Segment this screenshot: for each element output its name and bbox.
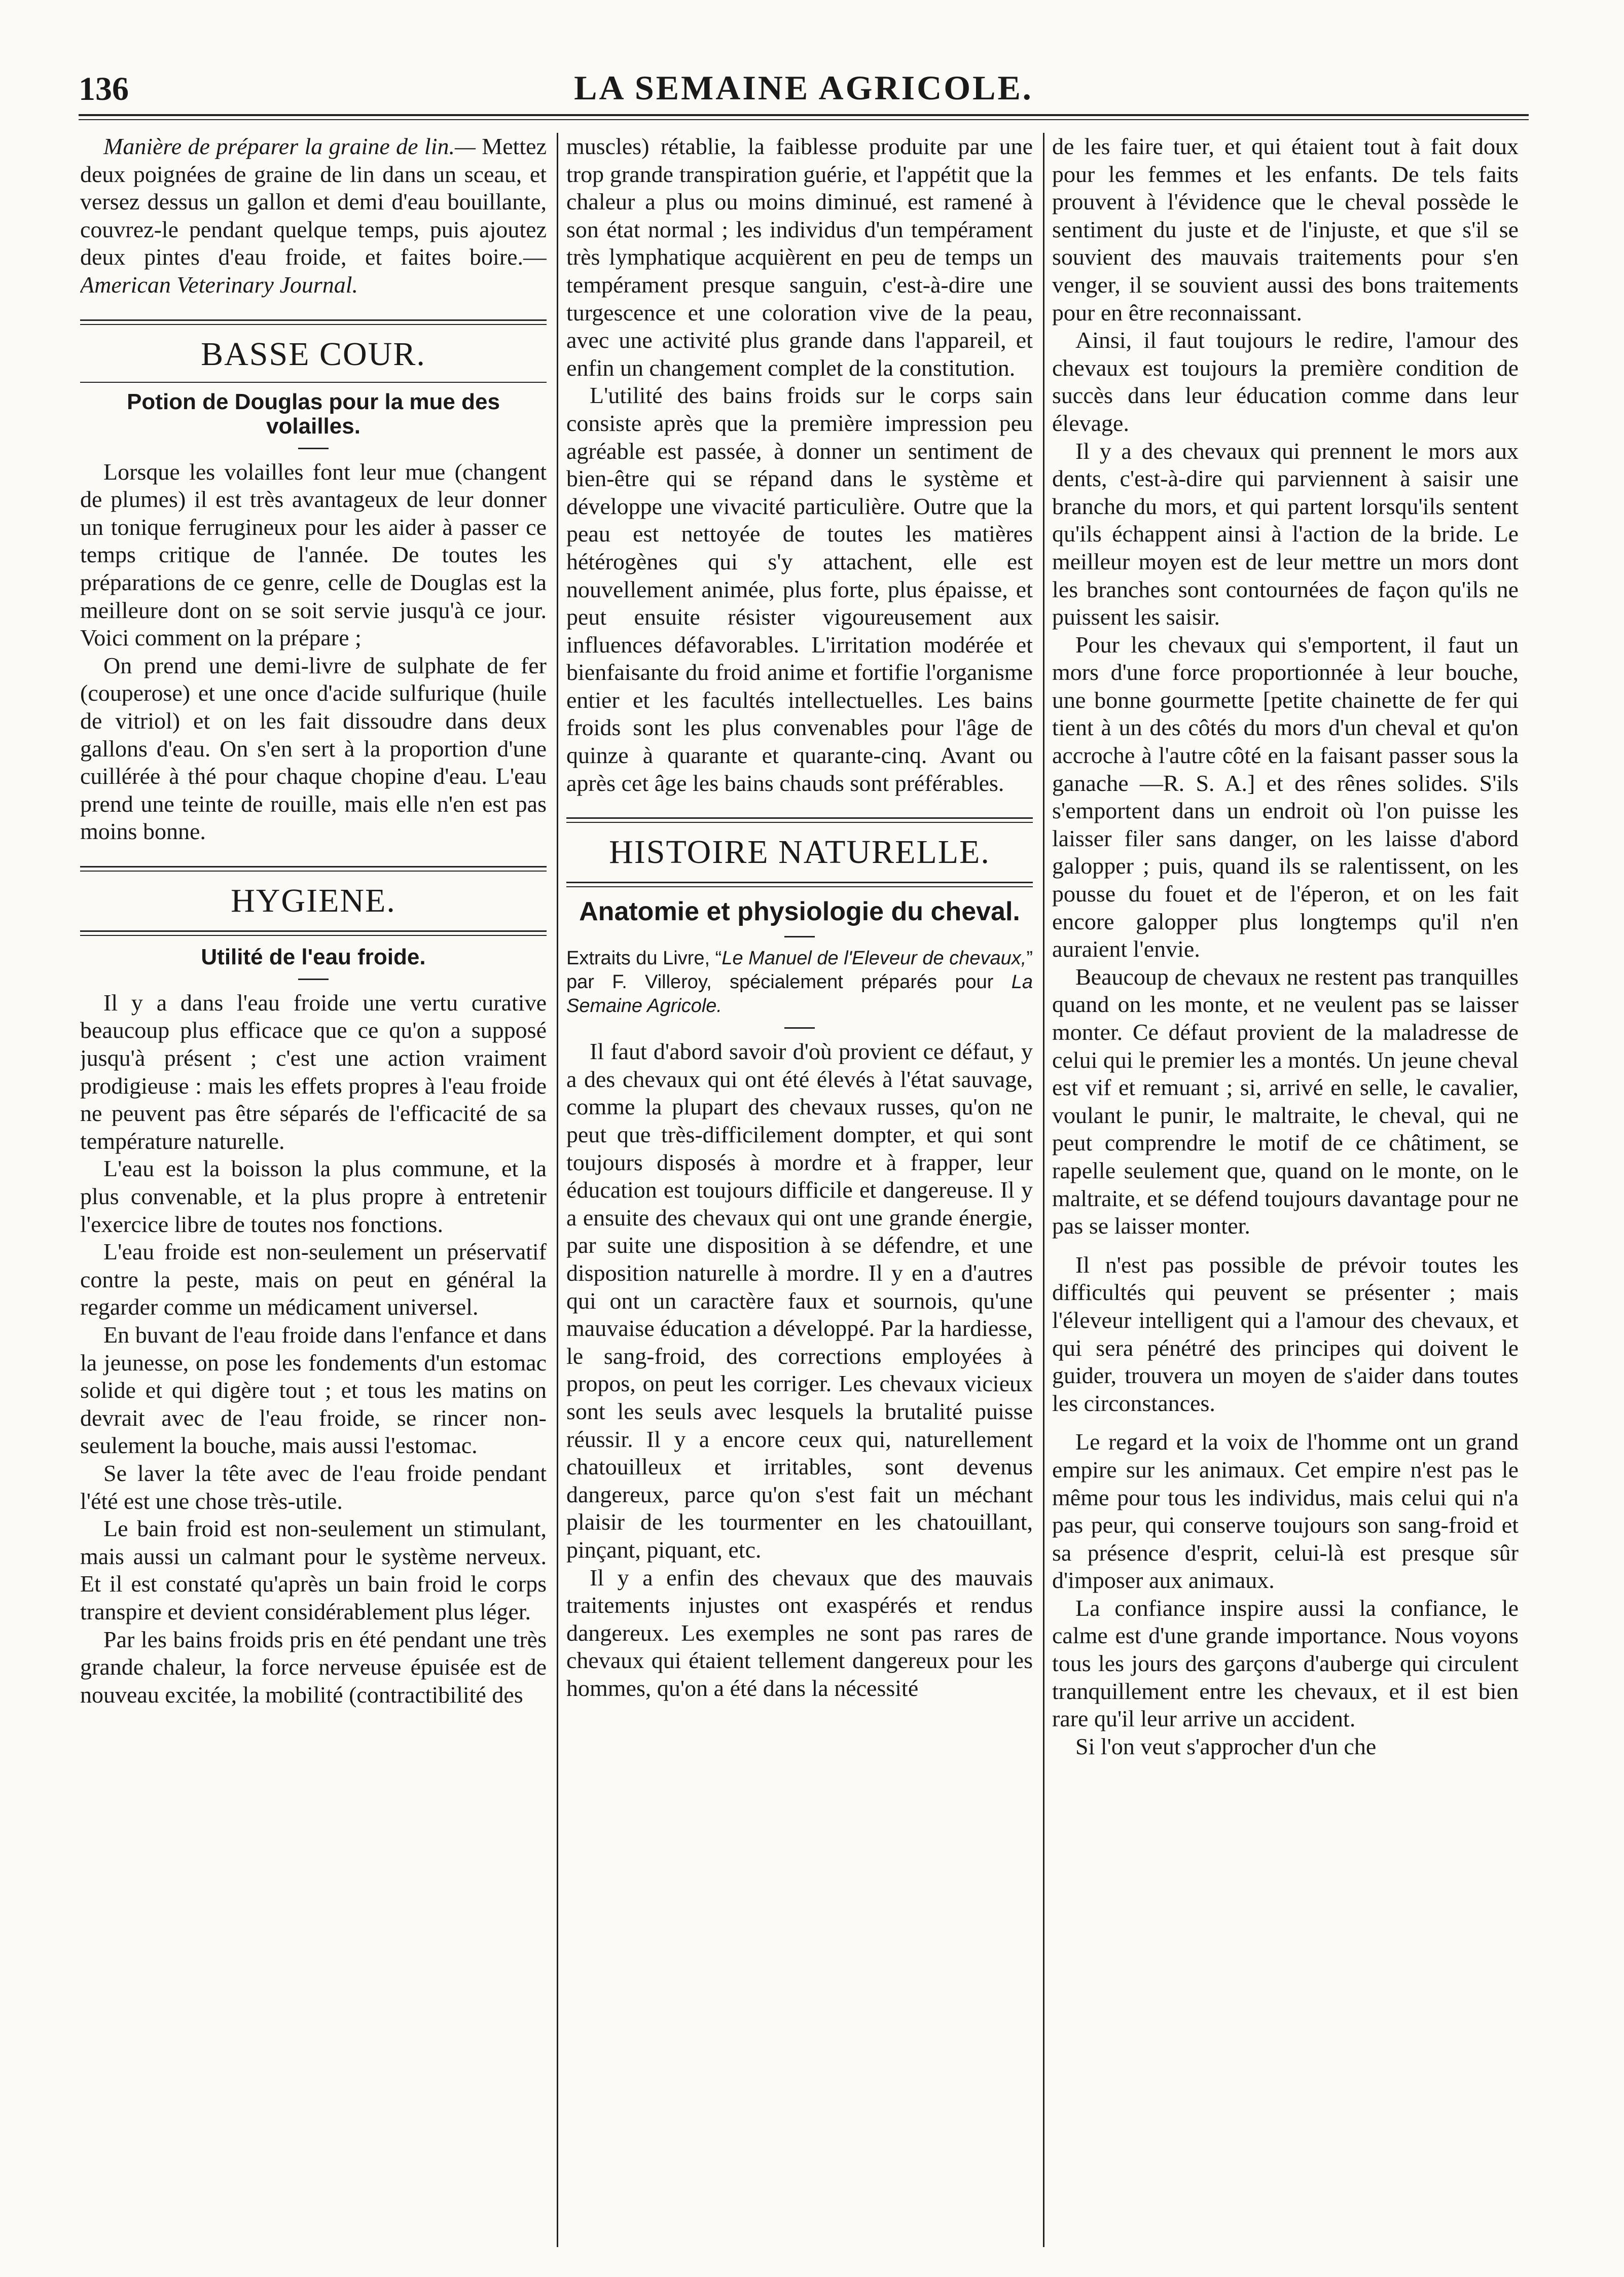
title-dash bbox=[298, 448, 329, 449]
section-rule bbox=[80, 930, 547, 936]
extract-text: Extraits du Livre, “ bbox=[566, 948, 722, 969]
linseed-title: Manière de préparer la graine de lin.— bbox=[103, 133, 476, 159]
article-paragraph: Il y a dans l'eau froide une vertu curative beaucoup plus efficace que ce qu'on a supposé jusqu'à présent ; c'est une action vraiment prodigieuse : mais les effets propres à l'eau froide ne peuvent pas être séparés de l'efficacité de sa température naturelle. bbox=[80, 989, 547, 1154]
column-3 bbox=[1052, 133, 1519, 2247]
section-rule bbox=[566, 817, 1033, 823]
linseed-paragraph bbox=[80, 133, 547, 299]
section-heading-basse-cour: BASSE COUR. bbox=[201, 335, 426, 373]
article-paragraph: muscles) rétablie, la faiblesse produite par une trop grande transpiration guérie, et l'appétit que la chaleur a plus ou moins diminué, est ramené à son état normal ; les individus d'un tempérament très lymphatique acquièrent en peu de temps un tempérament presque sanguin, c'est-à-dire une turgescence et une coloration vive de la peau, avec une activité plus grande dans l'appareil, et enfin un changement complet de la constitution. bbox=[566, 133, 1033, 381]
title-dash bbox=[784, 1027, 815, 1029]
article-title-potion: Potion de Douglas pour la mue des volailles. bbox=[127, 389, 500, 439]
article-paragraph: L'eau froide est non-seulement un préservatif contre la peste, mais on peut en général la regarder comme un médicament universel. bbox=[80, 1239, 547, 1320]
article-paragraph: L'utilité des bains froids sur le corps sain consiste après que la première impression peu agréable est passée, à donner un sentiment de bien-être qui se répand dans le système et développe une vivacité particulière. Outre que la peau est nettoyée de toutes les matières hétérogènes qui s'y attachent, elle est nouvellement animée, plus forte, plus épaisse, et peut ensuite résister vigoureusement aux influences défavorables. L'irritation modérée et bienfaisante du froid anime et fortifie l'organisme entier et les facultés intellectuelles. Les bains froids sont les plus convenables pour l'âge de quinze à quarante et quarante-cinq. Avant ou après cet âge les bains chauds sont préférables. bbox=[566, 382, 1033, 796]
article-paragraph: Le regard et la voix de l'homme ont un grand empire sur les animaux. Cet empire n'est pas le même pour tous les individus, mais celui qui n'a pas peur, qui conserve toujours son sang-froid et sa présence d'esprit, celui-là est presque sûr d'imposer aux animaux. bbox=[1052, 1429, 1519, 1594]
article-paragraph: Beaucoup de chevaux ne restent pas tranquilles quand on les monte, et ne veulent pas se laisser monter. Ce défaut provient de la maladresse de celui qui le premier les a montés. Un jeune cheval est vif et remuant ; si, arrivé en selle, le cavalier, voulant le punir, le maltraite, le cheval, qui ne peut comprendre le motif de ce châtiment, se rapelle seulement que, quand on le monte, on le maltraite, et se défend toujours davantage pour ne pas se laisser monter. bbox=[1052, 963, 1519, 1239]
section-heading-histoire-naturelle: HISTOIRE NATURELLE. bbox=[609, 834, 990, 871]
article-paragraph: Il faut d'abord savoir d'où provient ce défaut, y a des chevaux qui ont été élevés à l'état sauvage, comme la plupart des chevaux russes, qu'on ne peut que très-difficilement dompter, et qui sont toujours disposés à mordre et à frapper, leur éducation est toujours difficile et dangereuse. Il y a ensuite des chevaux qui ont une grande énergie, par suite une disposition à se défendre, et une disposition naturelle à mordre. Il y en a d'autres qui ont un caractère faux et sournois, qu'une mauvaise éducation a développé. Par la hardiesse, le sang-froid, des corrections employées à propos, on peut les corriger. Les chevaux vicieux sont les seuls avec lesquels la brutalité puisse réussir. Il y a encore ceux qui, naturellement chatouilleux et irritables, sont devenus dangereux, parce qu'on s'est fait un méchant plaisir de les tourmenter en les chatouillant, pinçant, piquant, etc. bbox=[566, 1038, 1033, 1563]
column-divider bbox=[1043, 133, 1044, 2247]
extract-text: ” par F. Villeroy, spécialement préparés pour bbox=[566, 948, 1033, 993]
article-paragraph: Par les bains froids pris en été pendant une très grande chaleur, la force nerveuse épuisée est de nouveau excitée, la mobilité (contractibilité des bbox=[80, 1626, 547, 1708]
linseed-source: American Veterinary Journal. bbox=[80, 271, 358, 298]
extract-note bbox=[566, 947, 1033, 1018]
section-rule bbox=[80, 382, 547, 383]
section-heading-hygiene: HYGIENE. bbox=[231, 882, 396, 919]
article-paragraph: Le bain froid est non-seulement un stimulant, mais aussi un calmant pour le système nerveux. Et il est constaté qu'après un bain froid le corps transpire et devient considérablement plus léger. bbox=[80, 1515, 547, 1624]
article-paragraph: Lorsque les volailles font leur mue (changent de plumes) il est très avantageux de leur donner un tonique ferrugineux pour les aider à passer ce temps critique de l'année. De toutes les préparations de ce genre, celle de Douglas est la meilleure dont on se soit servie jusqu'à ce jour. Voici comment on la prépare ; bbox=[80, 458, 547, 651]
article-paragraph: Si l'on veut s'approcher d'un che bbox=[1075, 1733, 1377, 1759]
section-rule bbox=[566, 882, 1033, 887]
article-paragraph: de les faire tuer, et qui étaient tout à fait doux pour les femmes et les enfants. De tels faits prouvent à l'évidence que le cheval possède le sentiment du juste et de l'injuste, et que s'il se souvient des mauvais traitements pour s'en venger, il se souvient aussi des bons traitements pour en être reconnaissant. bbox=[1052, 133, 1519, 326]
column-2 bbox=[566, 133, 1033, 2247]
article-paragraph: Il n'est pas possible de prévoir toutes les difficultés qui peuvent se présenter ; mais l'éleveur intelligent qui a l'amour des chevaux, et qui sera pénétré des principes qui doivent le guider, trouvera un moyen de s'aider dans toutes les circonstances. bbox=[1052, 1251, 1519, 1416]
article-paragraph: Pour les chevaux qui s'emportent, il faut un mors d'une force proportionnée à leur bouche, une bonne gourmette [petite chainette de fer qui tient à un des côtés du mors d'un cheval et qu'on accroche à l'autre côté en la faisant passer sous la ganache —R. S. A.] et des rênes solides. S'ils s'emportent dans un endroit où l'on puisse les laisser filer sans danger, on les laisse d'abord galopper ; puis, quand ils se ralentissent, on les pousse du fouet et de l'éperon, et on les fait encore galopper plus longtemps qu'il n'en auraient l'envie. bbox=[1052, 631, 1519, 962]
article-paragraph: Il y a des chevaux qui prennent le mors aux dents, c'est-à-dire qui parviennent à saisir une branche du mors, et qui partent lorsqu'ils sentent qu'ils échappent ainsi à l'action de la bride. Le meilleur moyen est de leur mettre un mors dont les branches sont contournées de façon qu'ils ne puissent les saisir. bbox=[1052, 438, 1519, 630]
extract-book-title: Le Manuel de l'Eleveur de chevaux, bbox=[721, 948, 1027, 969]
section-rule bbox=[80, 866, 547, 872]
page-header bbox=[79, 61, 1529, 117]
title-dash bbox=[298, 979, 329, 980]
article-title-eau-froide: Utilité de l'eau froide. bbox=[201, 944, 426, 969]
header-rule bbox=[79, 114, 1529, 120]
column-divider bbox=[557, 133, 558, 2247]
article-paragraph: La confiance inspire aussi la confiance, le calme est d'une grande importance. Nous voyons tous les jours des garçons d'auberge qui circulent tranquillement entre les chevaux, et il est bien rare qu'il leur arrive un accident. bbox=[1052, 1595, 1519, 1732]
journal-title: LA SEMAINE AGRICOLE. bbox=[574, 68, 1033, 107]
extract-journal-title: La Semaine Agricole. bbox=[566, 971, 1033, 1017]
title-dash bbox=[784, 936, 815, 937]
page-number: 136 bbox=[79, 70, 129, 107]
column-1 bbox=[80, 133, 547, 2247]
article-paragraph: Se laver la tête avec de l'eau froide pendant l'été est une chose très-utile. bbox=[80, 1460, 547, 1514]
article-paragraph: On prend une demi-livre de sulphate de fer (couperose) et une once d'acide sulfurique (huile de vitriol) et on les fait dissoudre dans deux gallons d'eau. On s'en sert à la proportion d'une cuillérée à thé pour chaque chopine d'eau. L'eau prend une teinte de rouille, mais elle n'en est pas moins bonne. bbox=[80, 652, 547, 845]
article-paragraph: Ainsi, il faut toujours le redire, l'amour des chevaux est toujours la première condition de succès dans leur éducation comme dans leur élevage. bbox=[1052, 327, 1519, 436]
article-title-anatomie: Anatomie et physiologie du cheval. bbox=[579, 897, 1020, 927]
article-paragraph: En buvant de l'eau froide dans l'enfance et dans la jeunesse, on pose les fondements d'un estomac solide et qui digère tout ; et tous les matins on devrait avec de l'eau froide, se rincer non-seulement la bouche, mais aussi l'estomac. bbox=[80, 1322, 547, 1459]
section-rule bbox=[80, 319, 547, 325]
article-paragraph: Il y a enfin des chevaux que des mauvais traitements injustes ont exaspérés et rendus dangereux. Les exemples ne sont pas rares de chevaux qui étaient tellement dangereux pour les hommes, qu'on a été dans la nécessité bbox=[566, 1564, 1033, 1701]
linseed-text: Mettez deux poignées de graine de lin dans un sceau, et versez dessus un gallon et demi d'eau bouillante, couvrez-le pendant quelque temps, puis ajoutez deux pintes d'eau froide, et faites boire.— bbox=[80, 133, 547, 270]
article-paragraph: L'eau est la boisson la plus commune, et la plus convenable, et la plus propre à entretenir l'exercice libre de toutes nos fonctions. bbox=[80, 1155, 547, 1237]
